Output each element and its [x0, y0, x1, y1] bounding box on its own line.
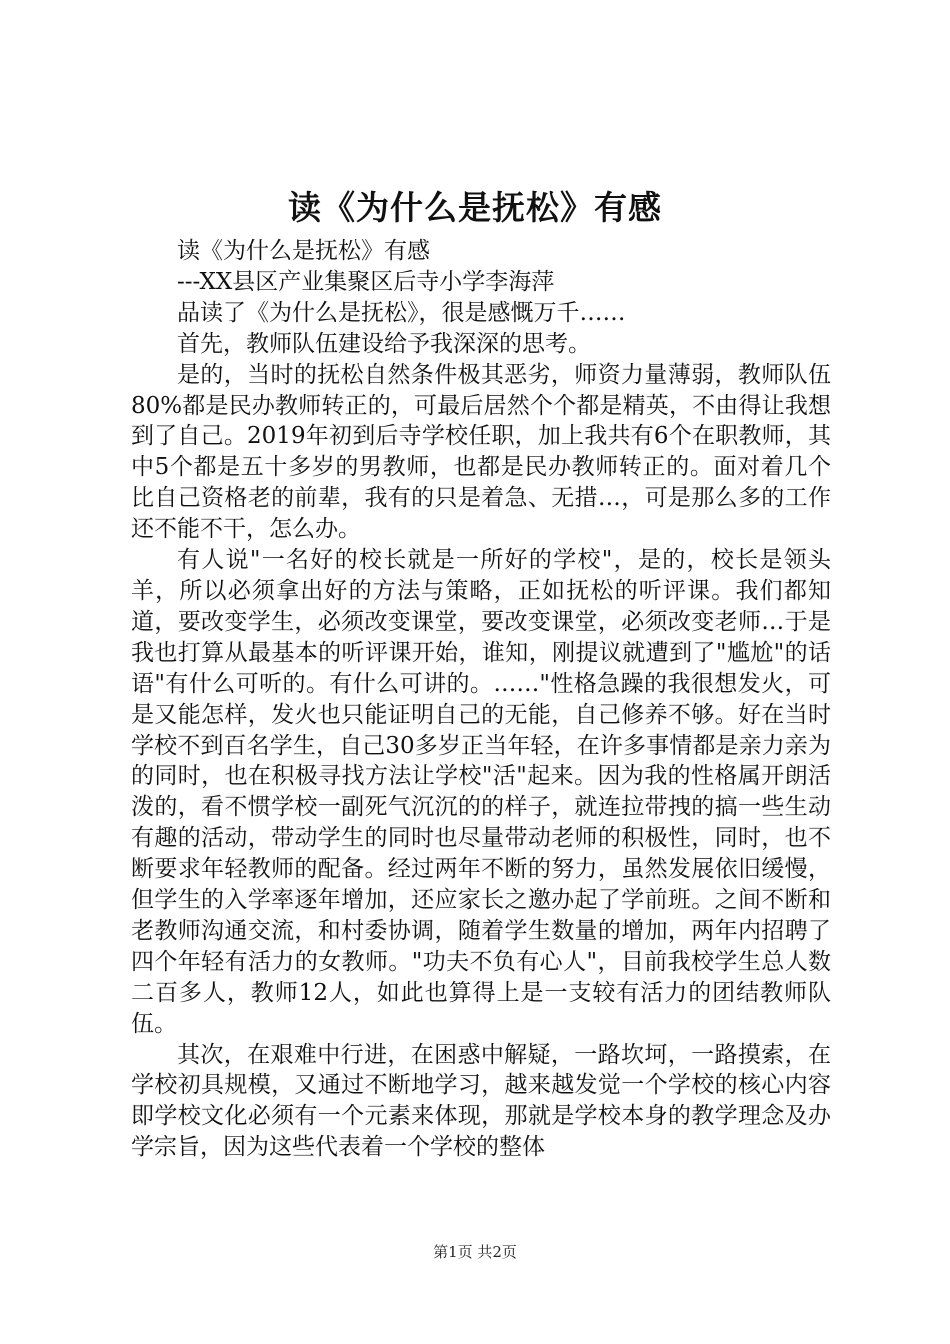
- paragraph-intro: 品读了《为什么是抚松》，很是感慨万千……: [177, 299, 626, 326]
- paragraph-author: ---XX县区产业集聚区后寺小学李海萍: [177, 268, 555, 295]
- paragraph-heading: 读《为什么是抚松》有感: [177, 238, 430, 264]
- paragraph-body: 是的，当时的抚松自然条件极其恶劣，师资力量薄弱，教师队伍80%都是民办教师转正的，可最后居然个个都是精英，不由得让我想到了自己。2019年初到后寺学校任职，加上我共有6个在职教师，其中5个都是五十多岁的男教师，也都是民办教师转正的。面对着几个比自己资格老的前辈，我有的只是着急、无措…，可是那么多的工作还不能不干，怎么办。: [131, 361, 831, 543]
- paragraph-body: 有人说"一名好的校长就是一所好的学校"，是的，校长是领头羊，所以必须拿出好的方法与策略，正如抚松的听评课。我们都知道，要改变学生，必须改变课堂，要改变课堂，必须改变老师…于是我也打算从最基本的听评课开始，谁知，刚提议就遭到了"尴尬"的话语"有什么可听的。有什么可讲的。……"性格急躁的我很想发火，可是又能怎样，发火也只能证明自己的无能，自己修养不够。好在当时学校不到百名学生，自己30多岁正当年轻，在许多事情都是亲力亲为的同时，也在积极寻找方法让学校"活"起来。因为我的性格属开朗活泼的，看不惯学校一副死气沉沉的的样子，就连拉带拽的搞一些生动有趣的活动，带动学生的同时也尽量带动老师的积极性，同时，也不断要求年轻教师的配备。经过两年不断的努力，虽然发展依旧缓慢，但学生的入学率逐年增加，还应家长之邀办起了学前班。之间不断和老教师沟通交流，和村委协调，随着学生数量的增加，两年内招聘了四个年轻有活力的女教师。"功夫不负有心人"，目前我校学生总人数二百多人，教师12人，如此也算得上是一支较有活力的团结教师队伍。: [131, 547, 831, 1037]
- page-footer: 第1页 共2页: [433, 1243, 517, 1261]
- paragraph-body: 其次，在艰难中行进，在困惑中解疑，一路坎坷，一路摸索，在学校初具规模，又通过不断地学习，越来越发觉一个学校的核心内容即学校文化必须有一个元素来体现，那就是学校本身的教学理念及办学宗旨，因为这些代表着一个学校的整体: [131, 1041, 831, 1161]
- document-title: 读《为什么是抚松》有感: [288, 188, 662, 227]
- paragraph-first-point: 首先，教师队伍建设给予我深深的思考。: [177, 330, 591, 357]
- document-body: [131, 236, 831, 1163]
